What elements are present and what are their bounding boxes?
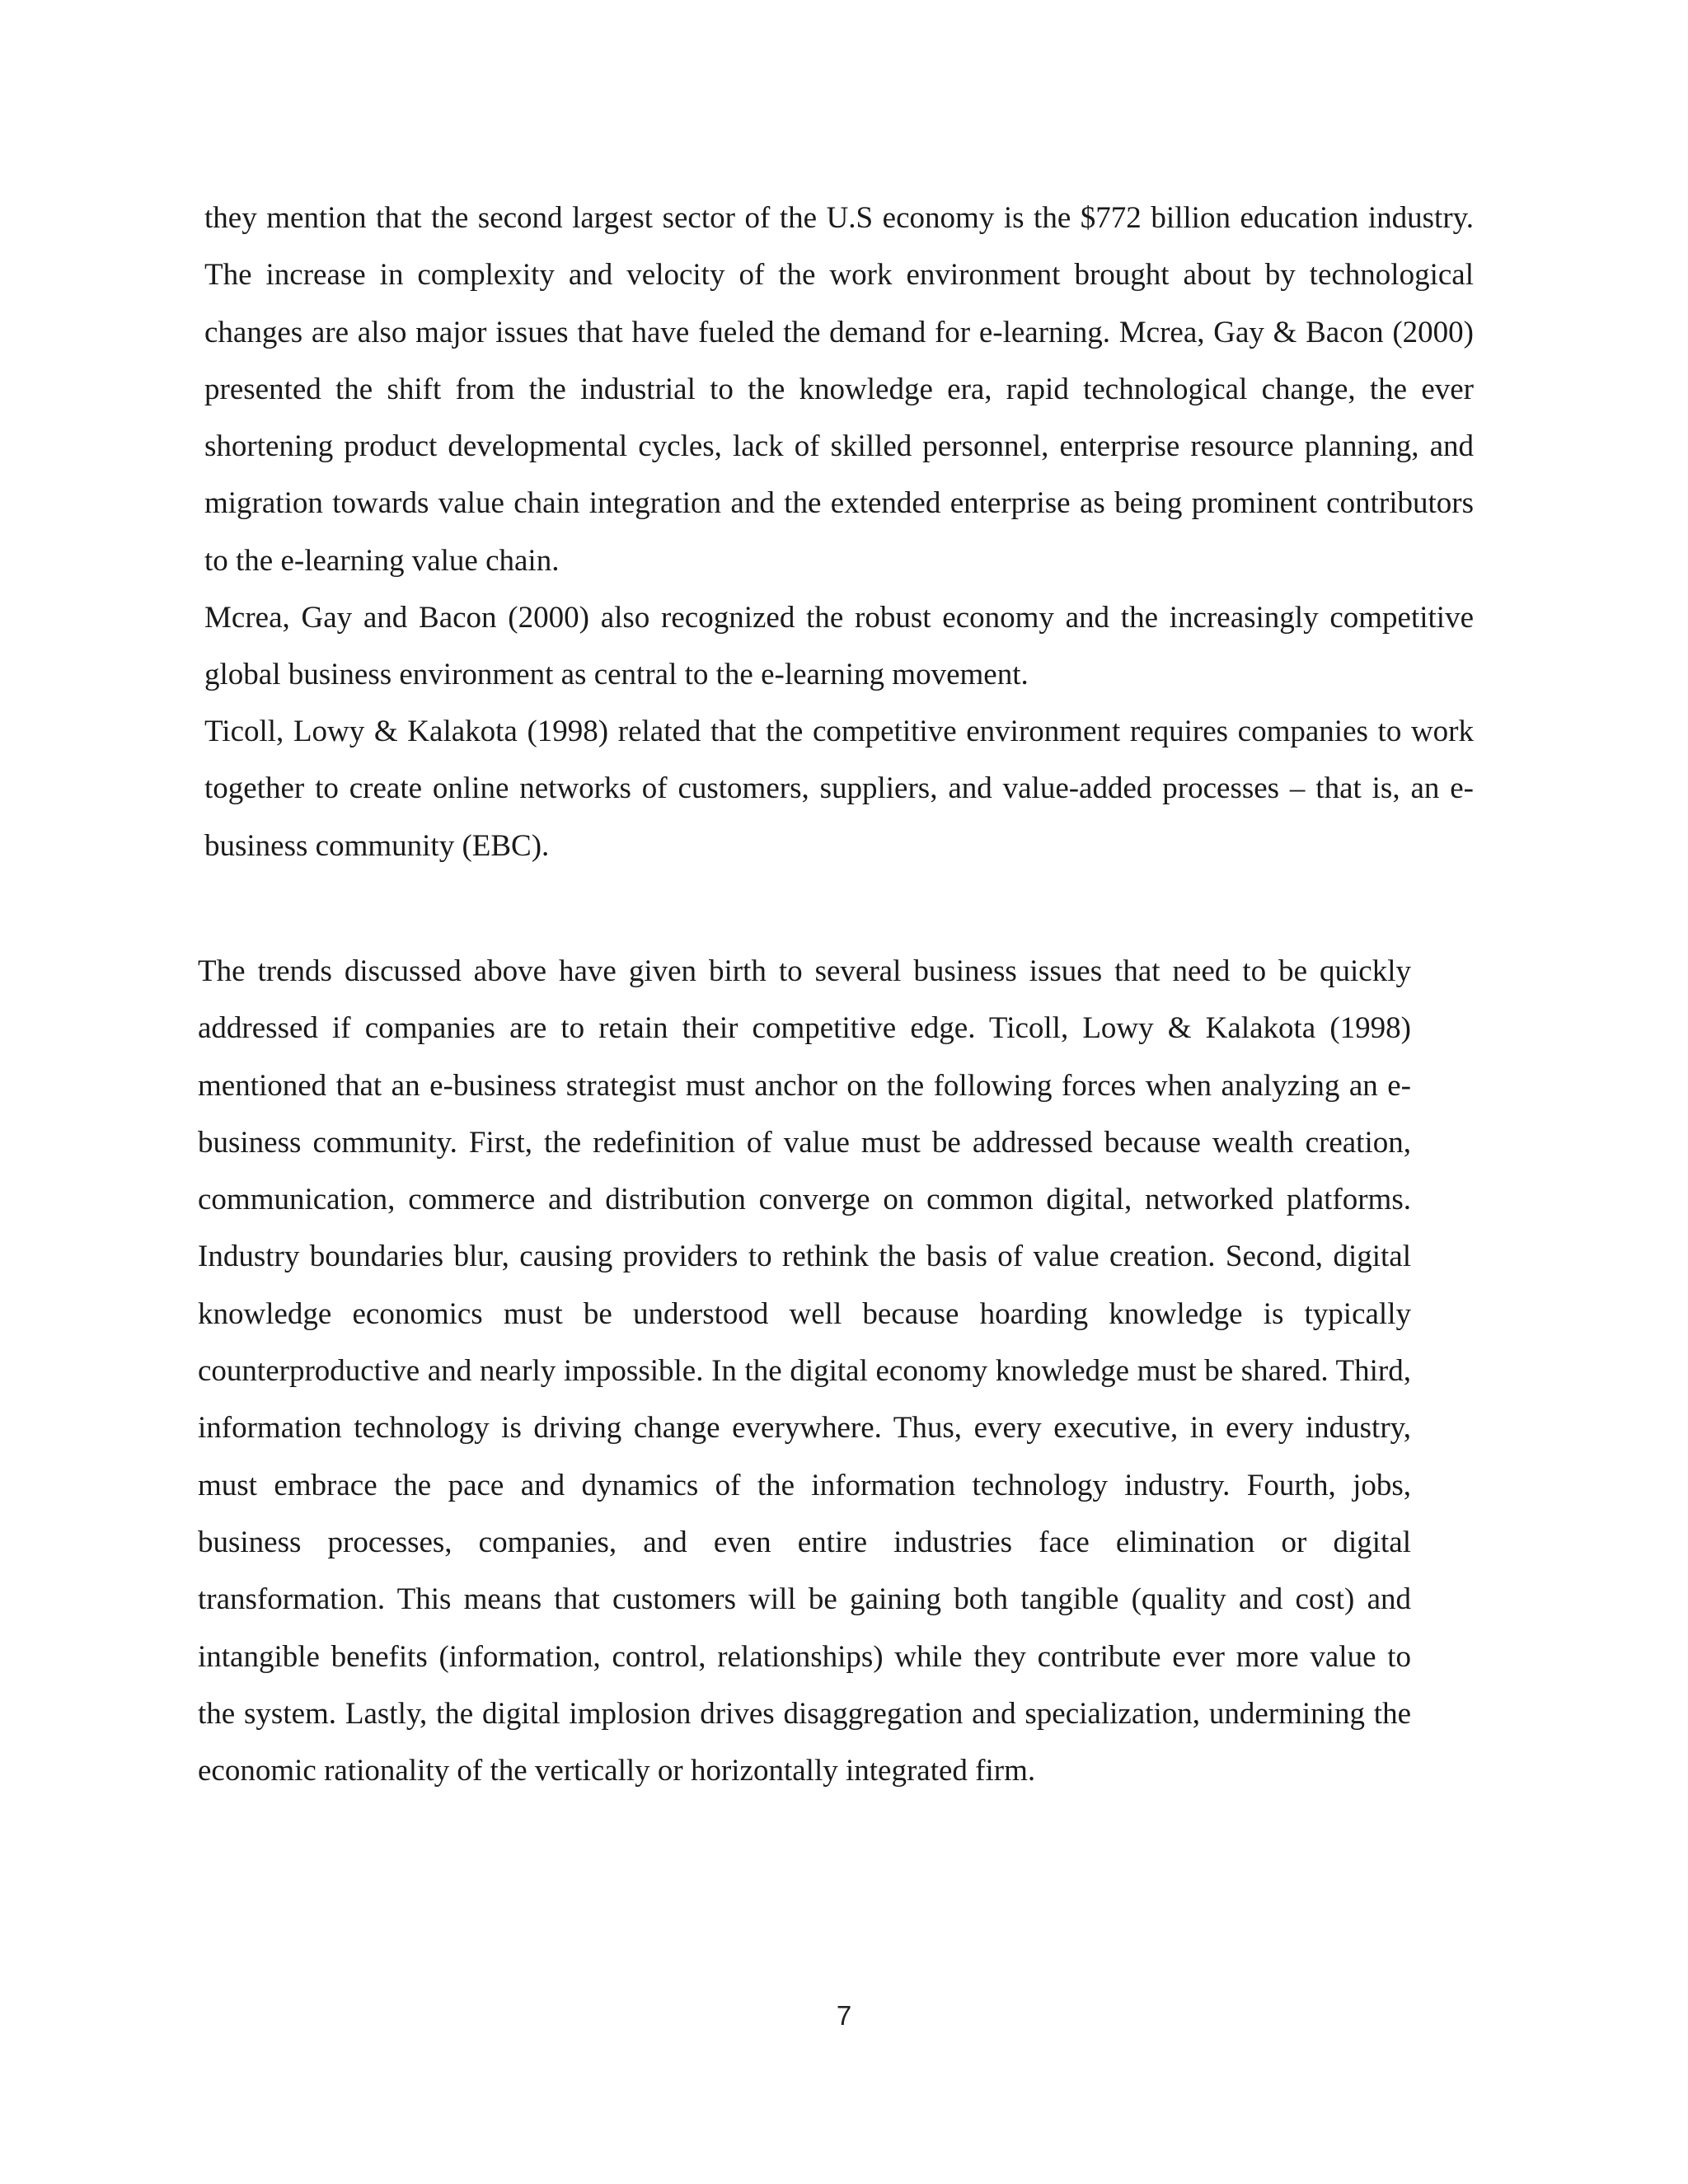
page-number: 7 [836,2000,852,2031]
paragraph-business-issues: The trends discussed above have given birth to several business issues that need to be quickly addressed if companies are to retain their competitive edge. Ticoll, Lowy & Kalakota (1998) mentioned that an e-business strategist must anchor on the following forces when analyzing an e-business community. First, the redefinition of value must be addressed because wealth creation, communication, commerce and distribution converge on common digital, networked platforms. Industry boundaries blur, causing providers to rethink the basis of value creation. Second, digital knowledge economics must be understood well because hoarding knowledge is typically counterproductive and nearly impossible. In the digital economy knowledge must be shared. Third, information technology is driving change everywhere. Thus, every executive, in every industry, must embrace the pace and dynamics of the information technology industry. Fourth, jobs, business processes, companies, and even entire industries face elimination or digital transformation. This means that customers will be gaining both tangible (quality and cost) and intangible benefits (information, control, relationships) while they contribute ever more value to the system. Lastly, the digital implosion drives disaggregation and specialization, undermining the economic rationality of the vertically or horizontally integrated firm. [198,954,1411,1788]
paragraph-robust-economy: Mcrea, Gay and Bacon (2000) also recognized the robust economy and the increasingly competitive global business environment as central to the e-learning movement. [204,601,1474,692]
paragraph-ebusiness-community: Ticoll, Lowy & Kalakota (1998) related that the competitive environment requires companies to work together to create online networks of customers, suppliers, and value-added processes – that is, an e- business community (EBC). [204,715,1474,863]
paragraph-elearning-demand: they mention that the second largest sector of the U.S economy is the $772 billion education industry. The increase in complexity and velocity of the work environment brought about by technological changes are also major issues that have fueled the demand for e-learning. Mcrea, Gay & Bacon (2000) presented the shift from the industrial to the knowledge era, rapid technological change, the ever shortening product developmental cycles, lack of skilled personnel, enterprise resource planning, and migration towards value chain integration and the extended enterprise as being prominent contributors to the e-learning value chain. [204,201,1474,578]
